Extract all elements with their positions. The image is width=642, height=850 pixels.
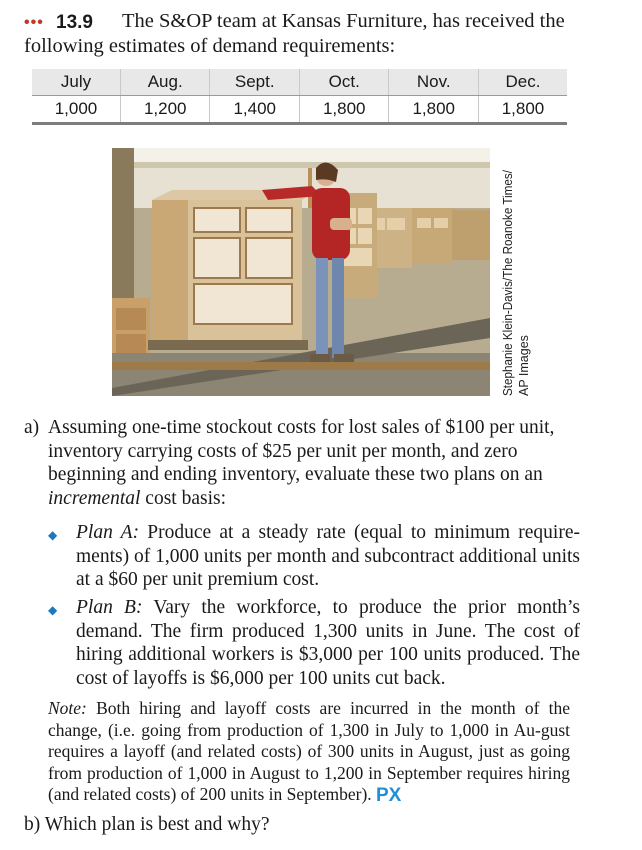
- photo-credit: [496, 148, 540, 398]
- part-a-text-post: cost basis:: [140, 487, 227, 509]
- part-a: [24, 416, 584, 510]
- part-b-text: Which plan is best and why?: [44, 814, 270, 835]
- problem-intro-line1: The S&OP team at Kansas Furniture, has received the: [122, 10, 565, 32]
- diamond-bullet-icon: ◆: [48, 528, 58, 542]
- month-header: Aug.: [120, 69, 210, 96]
- photo-credit-text: [496, 148, 540, 398]
- demand-value: 1,800: [299, 96, 389, 124]
- part-a-text-emphasis: incremental: [48, 487, 141, 509]
- demand-value: 1,800: [389, 96, 479, 124]
- plan-b: [48, 596, 580, 690]
- month-header: July: [32, 69, 120, 96]
- problem-dots: •••: [24, 14, 44, 31]
- note: [48, 698, 570, 809]
- demand-table-header-row: [32, 69, 567, 96]
- part-a-label: a): [24, 417, 40, 438]
- month-header: Oct.: [299, 69, 389, 96]
- demand-table-value-row: [32, 96, 567, 124]
- demand-value: 1,200: [120, 96, 210, 124]
- demand-value: 1,000: [32, 96, 120, 124]
- plan-a-body: Produce at a steady rate (equal to minimum require-ments) of 1,000 units per month and subcontract additional units at a $60 per unit premium cost.: [76, 522, 580, 590]
- plan-b-label: Plan B:: [76, 597, 143, 618]
- note-label: Note:: [48, 698, 87, 718]
- factory-photo-image: [112, 148, 490, 396]
- plan-a-text: [76, 521, 580, 592]
- plan-a-label: Plan A:: [76, 522, 140, 543]
- demand-value: 1,400: [210, 96, 300, 124]
- month-header: Dec.: [478, 69, 567, 96]
- note-text: [48, 698, 570, 809]
- plan-b-body: Vary the workforce, to produce the prior month’s demand. The firm produced 1,300 units in June. The cost of hiring additional workers is $3,000 per 100 units produced. The cost of layoffs is $6,000 per 100 units cut back.: [76, 597, 580, 689]
- demand-table: [32, 69, 567, 125]
- part-b: [24, 814, 270, 836]
- month-header: Sept.: [210, 69, 300, 96]
- part-a-text: [48, 416, 584, 510]
- problem-number: 13.9: [56, 12, 93, 33]
- px-logo-text: PX: [375, 785, 402, 803]
- photo-credit-line1: Stephanie Klein-Davis/The Roanoke Times/: [501, 154, 515, 396]
- plan-b-text: [76, 596, 580, 690]
- part-a-text-pre: Assuming one-time stockout costs for lost sales of $100 per unit, inventory carrying costs of $25 per unit per month, and zero beginning and ending inventory, evaluate these two plans on an: [48, 417, 555, 485]
- demand-value: 1,800: [478, 96, 567, 124]
- plan-a: [48, 521, 580, 592]
- photo-credit-line2: AP Images: [517, 335, 531, 396]
- problem-intro-line2: following estimates of demand requirements:: [24, 35, 396, 57]
- note-body: Both hiring and layoff costs are incurred in the month of the change, (i.e. going from production of 1,300 in July to 1,000 in Au-gust requires a layoff (and related costs) of 300 units in August, just as going from production of 1,000 in August to 1,200 in September requires hiring (and related costs) of 200 units in September).: [48, 698, 570, 804]
- diamond-bullet-icon: ◆: [48, 603, 58, 617]
- px-logo-icon[interactable]: [376, 785, 410, 809]
- factory-photo: [112, 148, 490, 396]
- month-header: Nov.: [389, 69, 479, 96]
- part-b-label: b): [24, 814, 41, 835]
